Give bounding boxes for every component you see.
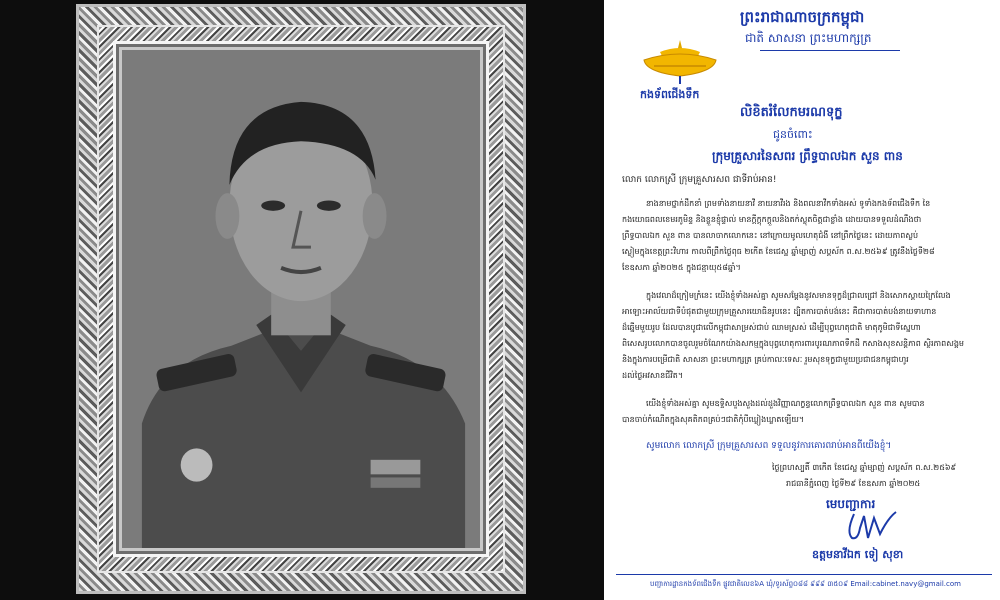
signature — [840, 508, 910, 544]
signer-name: ឧត្តមនាវីឯក ទៀ សុខា — [812, 548, 904, 561]
paragraph-line: ខែឧសភា ឆ្នាំ២០២៥ ក្នុងជន្មាយុ៥៨ឆ្នាំ។ — [622, 263, 741, 272]
date-lunar: ថ្ងៃព្រហស្បតិ៍ ៣កើត ខែជេស្ឋ ឆ្នាំម្សាញ់ សប្តស័ក ព.ស.២៥៦៩ — [772, 463, 957, 472]
recipient: ក្រុមគ្រួសារនៃសពរ ព្រឹទ្ធបាលឯក សួន ពាន — [712, 149, 903, 163]
ornate-frame — [76, 4, 526, 594]
paragraph-line: កងយោធពលខេមរភូមិន្ទ និងខ្លួនខ្ញុំផ្ទាល់ មានក្តីក្តុកក្តួលនិងតក់ស្លុតចិត្តជាខ្លាំង ដោយបានទទួលដំណឹងថា — [622, 215, 922, 224]
paragraph-line: ស្ងៀមក្នុងខេត្តព្រះវិហារ កាលពីព្រឹកថ្ងៃពុធ ២កើត ខែជេស្ឋ ឆ្នាំម្សាញ់ សប្តស័ក ព.ស.២៥៦៩ ត្រូវនឹងថ្ងៃទី២៨ — [622, 247, 935, 256]
footer-divider — [616, 574, 992, 575]
closing-line: សូមលោក លោកស្រី ក្រុមគ្រួសារសព ទទួលនូវការគោរពរាប់អានពីយើងខ្ញុំ។ — [646, 441, 892, 451]
paragraph-line: ព្រឹទ្ធបាលឯក សួន ពាន បានលាចាកលោកនេះ នៅក្រោយមូលហេតុជំងឺ នៅព្រឹកថ្ងៃនេះ ដោយភាពស្ងប់ — [622, 231, 919, 240]
signer-title: មេបញ្ជាការ — [826, 497, 876, 511]
kingdom-header: ព្រះរាជាណាចក្រកម្ពុជា — [740, 8, 865, 26]
salutation: លោក លោកស្រី ក្រុមគ្រួសារសព ជាទីរាប់អាន! — [622, 175, 777, 185]
navy-emblem-icon — [640, 38, 720, 84]
paragraph-line: និងក្នុងការបម្រើជាតិ សាសនា ព្រះមហាក្សត្រ គ្រប់កាលៈទេសៈ រួមសុខទុក្ខជាមួយប្រជាជនកម្ពុជាហូរ — [622, 355, 909, 364]
to-label: ជូនចំពោះ — [773, 128, 813, 141]
paragraph-line: ដ៏ឆ្នើមមួយរូប ដែលបានបូជាលើកម្ពុជាសាម្រស់ជាប់ ឈាមស្រស់ ដើម្បីបុព្វហេតុជាតិ មាតុភូមិជាទីស្នេហា — [622, 323, 921, 332]
paragraph-line: ពិសេសរូបលោកបានចូលរួមចំណែកយ៉ាងសកម្មក្នុងបុព្វហេតុការពារបូរណភាពទឹកដី កសាងសុខសន្តិភាព ស្ថិរភាពសង្គម — [622, 339, 964, 348]
divider — [760, 50, 900, 51]
letter-title: លិខិតរំលែកមរណទុក្ខ — [740, 105, 843, 120]
paragraph-line: យើងខ្ញុំទាំងអស់គ្នា សូមឧទ្ទិសបួងសួងដល់ដួងវិញ្ញាណក្ខន្ធលោកព្រឹទ្ធបាលឯក សួន ពាន សូមបាន — [646, 399, 925, 408]
org-name: កងទ័ពជើងទឹក — [640, 88, 700, 101]
paragraph-line: នាងនាមថ្នាក់ដឹកនាំ ព្រមទាំងនាយនាវី នាយនាវីរង និងពលនាវីកទាំងអស់ ទូទាំងកងទ័ពជើងទឹក នៃ — [646, 199, 931, 208]
paragraph-line: បានចាប់កំណើតក្នុងសុគតិភពគ្រប់ៗជាតិកុំបីឃ្លៀងឃ្លាតឡើយ។ — [622, 415, 805, 424]
motto-header: ជាតិ សាសនា ព្រះមហាក្សត្រ — [745, 31, 872, 45]
paragraph-line: ក្នុងវេលាដ៏ក្រៀមក្រំនេះ យើងខ្ញុំទាំងអស់គ្នា សូមសម្តែងនូវសមានទុក្ខដ៏ជ្រាលជ្រៅ និងសោកស្តាយក្រៃលែង — [646, 291, 951, 300]
footer-address: បញ្ជាការដ្ឋានកងទ័ពជើងទឹក ផ្លូវជាតិលេខ៦A ឃុំ/ទូរស័ព្ទ០៨៨ ៩៩៩ ៣៥០៩ Email:cabinet.navy@gmail.com — [650, 580, 961, 588]
paragraph-line: ដល់ថ្ងៃអវសានជីវិត។ — [622, 371, 684, 380]
portrait-photo — [122, 50, 480, 548]
paragraph-line: អាឡោះអាល័យជាទីបំផុតជាមួយក្រុមគ្រួសារយោធិនរូបនេះ ដ្បិតការបាត់បង់នេះ គឺជាការបាត់បង់នាយទាហាន — [622, 307, 937, 316]
date-solar: រាជធានីភ្នំពេញ ថ្ងៃទី២៩ ខែឧសភា ឆ្នាំ២០២៥ — [786, 479, 921, 488]
